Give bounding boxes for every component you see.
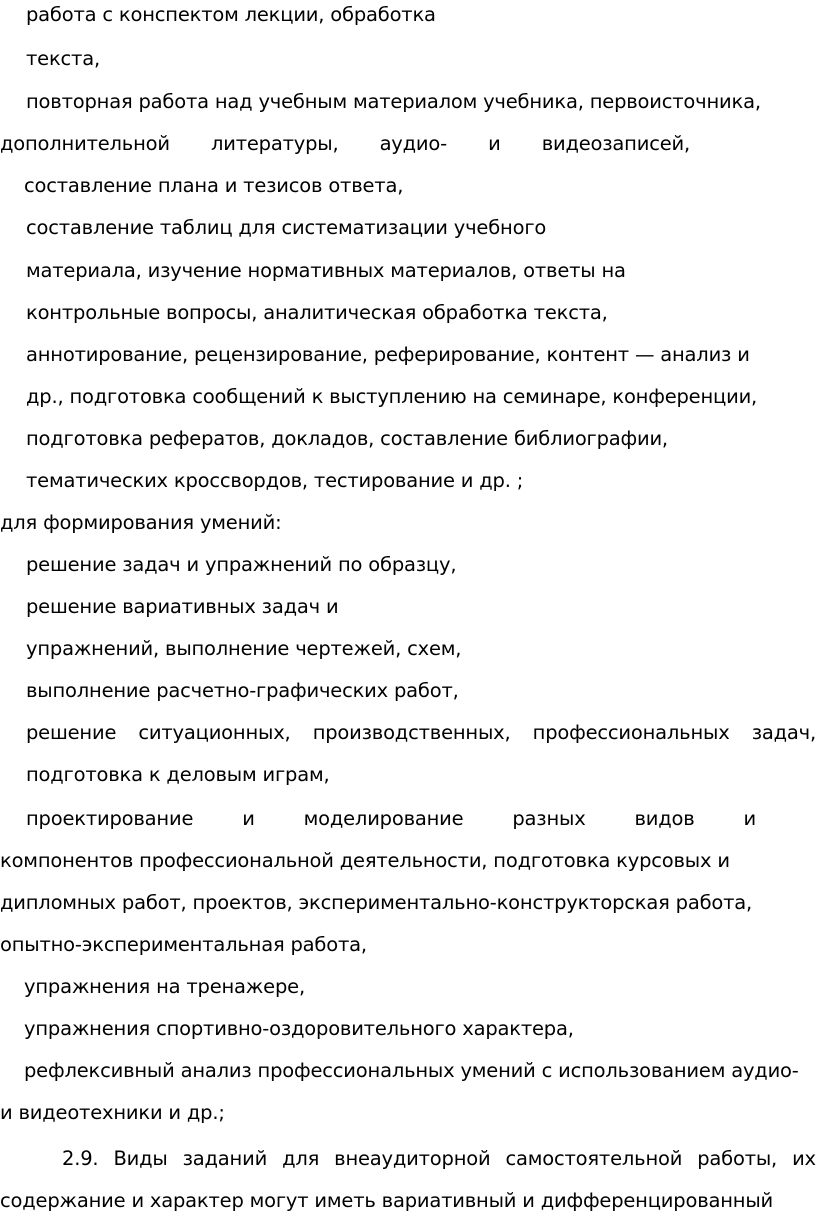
word: их <box>792 1147 816 1170</box>
word: дополнительной <box>0 132 170 155</box>
text-line: упражнения на тренажере, <box>24 975 305 998</box>
word: проектирование <box>26 807 194 830</box>
text-line: др., подготовка сообщений к выступлению на семинаре, конференции, <box>26 385 758 408</box>
word: 2.9. <box>62 1147 99 1170</box>
text-line: работа с конспектом лекции, обработка <box>26 3 436 26</box>
word: для <box>282 1147 320 1170</box>
justified-line <box>26 720 816 746</box>
text-line: составление таблиц для систематизации учебного <box>26 216 547 239</box>
word: профессиональных <box>532 721 730 744</box>
word: моделирование <box>303 807 464 830</box>
text-line: составление плана и тезисов ответа, <box>24 174 404 197</box>
word: решение <box>26 721 117 744</box>
word: ситуационных, <box>138 721 291 744</box>
word: и <box>488 132 501 155</box>
text-line: тематических кроссвордов, тестирование и др. ; <box>26 469 524 492</box>
word: и <box>242 807 255 830</box>
text-line: повторная работа над учебным материалом учебника, первоисточника, <box>26 90 761 113</box>
justified-line <box>26 806 756 832</box>
text-line: упражнения спортивно-оздоровительного характера, <box>24 1017 574 1040</box>
word: внеаудиторной <box>334 1147 491 1170</box>
word: самостоятельной <box>505 1147 683 1170</box>
text-line: компонентов профессиональной деятельности, подготовка курсовых и <box>0 849 730 872</box>
text-line: контрольные вопросы, аналитическая обработка текста, <box>26 301 608 324</box>
justified-line <box>0 131 690 157</box>
text-line: упражнений, выполнение чертежей, схем, <box>26 637 462 660</box>
word: видов <box>634 807 695 830</box>
text-line: решение задач и упражнений по образцу, <box>26 553 457 576</box>
word: производственных, <box>312 721 511 744</box>
word: Виды <box>113 1147 168 1170</box>
word: литературы, <box>210 132 339 155</box>
text-line: и видеотехники и др.; <box>0 1101 225 1124</box>
text-line: выполнение расчетно-графических работ, <box>26 679 459 702</box>
text-line: дипломных работ, проектов, экспериментально-конструкторская работа, <box>0 891 753 914</box>
word: и <box>743 807 756 830</box>
text-line: рефлексивный анализ профессиональных умений с использованием аудио- <box>24 1059 799 1082</box>
text-line: подготовка к деловым играм, <box>26 763 330 786</box>
text-line: подготовка рефератов, докладов, составление библиографии, <box>26 427 668 450</box>
justified-line <box>62 1146 816 1172</box>
text-line: материала, изучение нормативных материалов, ответы на <box>26 259 626 282</box>
word: заданий <box>182 1147 268 1170</box>
word: разных <box>512 807 586 830</box>
word: задач, <box>751 721 816 744</box>
text-line: текста, <box>26 47 100 70</box>
word: аудио- <box>379 132 447 155</box>
word: работы, <box>697 1147 778 1170</box>
text-line: решение вариативных задач и <box>26 595 339 618</box>
text-line: опытно-экспериментальная работа, <box>0 933 367 956</box>
text-line: для формирования умений: <box>0 511 282 534</box>
text-line: аннотирование, рецензирование, реферирование, контент — анализ и <box>26 343 750 366</box>
text-line: содержание и характер могут иметь вариативный и дифференцированный <box>0 1189 773 1212</box>
word: видеозаписей, <box>541 132 690 155</box>
